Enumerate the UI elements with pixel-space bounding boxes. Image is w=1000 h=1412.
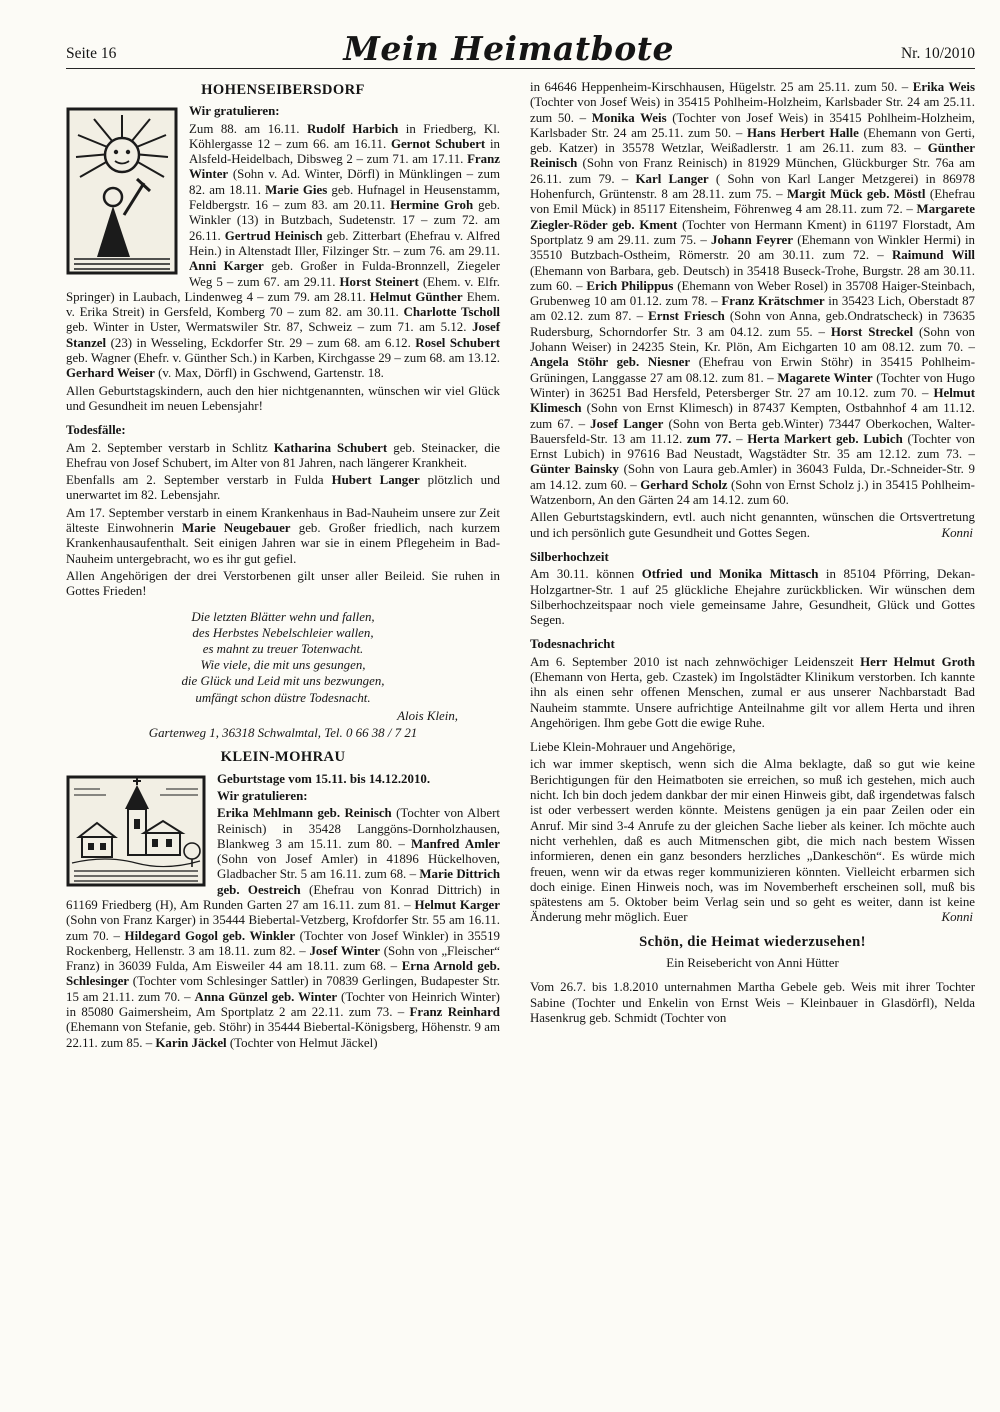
autumn-poem: [66, 609, 500, 706]
silver-wedding-label: Silberhochzeit: [530, 549, 609, 564]
birthday-range-label: Geburtstage vom 15.11. bis 14.12.2010.: [217, 771, 431, 786]
death-notice-neugebauer: Am 17. September verstarb in einem Krankenhaus in Bad-Nauheim unsere zur Zeit älteste Einwohnerin Marie Neugebauer geb. Großer friedlich, nach kurzem Krankenhausaufenthalt. Seit einigen Jahren war sie in einem Pflegeheim in Bad-Nauheim untergebracht, wo es ihr gut gefiel.: [66, 505, 500, 566]
signature: Konni: [941, 525, 973, 540]
masthead-logo: Mein Heimatbote: [343, 29, 674, 68]
highlighted-name: Hans Herbert Halle: [746, 125, 859, 140]
column-left: [66, 80, 500, 1053]
deaths-label: Todesfälle:: [66, 423, 126, 438]
highlighted-name: Erika Weis: [912, 80, 975, 94]
highlighted-name: Horst Steinert: [339, 274, 419, 289]
highlighted-name: Franz Winter: [189, 152, 500, 182]
page-number: Seite 16: [66, 45, 117, 62]
highlighted-name: Marie Gies: [265, 182, 328, 197]
death-notice-label: Todesnachricht: [530, 637, 615, 652]
highlighted-name: Erna Arnold geb. Schlesinger: [66, 959, 500, 989]
highlighted-name: Gernot Schubert: [390, 136, 486, 151]
highlighted-name: Magarete Winter: [777, 370, 873, 385]
highlighted-name: Hubert Langer: [331, 473, 420, 488]
highlighted-name: Raimund Will: [892, 248, 976, 263]
highlighted-name: Marie Neugebauer: [182, 521, 291, 536]
highlighted-name: Herr Helmut Groth: [860, 654, 975, 669]
highlighted-name: Josef Langer: [590, 416, 664, 431]
highlighted-name: Manfred Amler: [411, 836, 500, 851]
highlighted-name: Josef Winter: [309, 943, 381, 958]
highlighted-name: Herta Markert geb. Lubich: [747, 431, 903, 446]
highlighted-name: Erika Mehlmann geb. Reinisch: [217, 806, 392, 821]
highlighted-name: Anni Karger: [189, 259, 264, 274]
highlighted-name: Helmut Klimesch: [530, 385, 975, 416]
highlighted-name: Karin Jäckel: [155, 1035, 227, 1050]
highlighted-name: Hermine Groh: [390, 198, 474, 213]
highlighted-name: Gerhard Weiser: [66, 366, 155, 381]
highlighted-name: Franz Krätschmer: [721, 294, 825, 309]
highlighted-name: Johann Feyrer: [711, 232, 794, 247]
silver-wedding-text: Am 30.11. können Otfried und Monika Mittasch in 85104 Pförring, Dekan-Holzgartner-Str. 1 auf 25 glückliche Ehejahre zurückblicken. Wir wünschen dem Silberhochzeitspaar noch viele gemeinsame Jahre, Gesundheit, Glück und Gottes Segen.: [530, 567, 975, 628]
highlighted-name: Erich Philippus: [586, 278, 674, 293]
birthdays-klein-mohrau-part2: in 64646 Heppenheim-Kirschhausen, Hügelstr. 25 am 25.11. zum 50. – Erika Weis (Tochter von Josef Weis) in 35415 Pohlheim-Holzheim, Karlsbader Str. 24 am 25.11. zum 50. – Monika Weis (Tochter von Josef Weis) in 35415 Pohlheim-Holzheim, Karlsbader Str. 24 am 25.11. zum 50. – Hans Herbert Halle (Ehemann von Gerti, geb. Katzer) in 35578 Wetzlar, Weißadlerstr. 1 am 26.11. zum 83. – Günther Reinisch (Sohn von Franz Reinisch) in 81929 München, Glückburger Str. 76a am 26.11. zum 79. – Karl Langer ( Sohn von Karl Langer Metzgerei) in 86978 Hohenfurch, Grüntenstr. 8 am 28.11. zum 75. – Margit Mück geb. Möstl (Ehefrau von Emil Mück) in 85117 Eitensheim, Föhrenweg 4 am 28.11. zum 72. – Margarete Ziegler-Röder geb. Kment (Tochter von Hermann Kment) in 61197 Florstadt, Am Sportplatz 9 am 29.11. zum 75. – Johann Feyrer (Ehemann von Winkler Hermi) in 35510 Butzbach-Ostheim, Römerstr. 20 am 30.11. zum 72. – Raimund Will (Ehemann von Barbara, geb. Deutsch) in 35418 Buseck-Trohe, Burgstr. 28 am 30.11. zum 60. – Erich Philippus (Ehemann von Weber Rosel) in 35708 Haiger-Steinbach, Grubenweg 10 am 01.12. zum 78. – Franz Krätschmer in 35423 Lich, Oberstadt 87 am 02.12. zum 87. – Ernst Friesch (Sohn von Anna, geb.Ondratscheck) in 73635 Rudersburg, Schorndorfer Str. 3 am 04.12. zum 55. – Horst Streckel (Sohn von Johann Weiser) in 24235 Stein, Kr. Plön, Am Eichgarten 10 am 08.12. zum 70. – Angela Stöhr geb. Niesner (Ehefrau von Erwin Stöhr) in 35415 Pohlheim-Grüningen, Langgasse 27 am 08.12. zum 81. – Magarete Winter (Tochter von Hugo Winter) in 36251 Bad Hersfeld, Petersberger Str. 27 am 10.12. zum 70. – Helmut Klimesch (Sohn von Ernst Klimesch) in 87437 Kempten, Ostbahnhof 4 am 11.12. zum 67. – Josef Langer (Sohn von Berta geb.Winter) 73447 Oberkochen, Walter-Bauersfeld-Str. 13 am 11.12. zum 77. – Herta Markert geb. Lubich (Tochter von Ernst Lubich) in 97616 Bad Neustadt, Wagstädter Str. 35 am 12.12. zum 73. – Günter Bainsky (Sohn von Laura geb.Amler) in 36043 Fulda, Dr.-Schneider-Str. 9 am 14.12. zum 60. – Gerhard Scholz (Sohn von Ernst Scholz j.) in 35415 Pohlheim-Watzenborn, An den Gärten 24 am 14.12. zum 60.: [530, 80, 976, 508]
column-right: [530, 80, 975, 1028]
contact-line: Gartenweg 1, 36318 Schwalmtal, Tel. 0 66 38 / 7 21: [148, 726, 418, 741]
highlighted-name: Josef Stanzel: [66, 320, 500, 350]
death-notice-langer: Ebenfalls am 2. September verstarb in Fulda Hubert Langer plötzlich und unerwartet im 82. Lebensjahr.: [66, 473, 500, 503]
birthdays-hohenseibersdorf: Zum 88. am 16.11. Rudolf Harbich in Friedberg, Kl. Köhlergasse 12 – zum 66. am 16.11. Gernot Schubert in Alsfeld-Heidelbach, Dibsweg 2 – zum 71. am 17.11. Franz Winter (Sohn v. Ad. Winter, Dörfl) in Münklingen – zum 82. am 18.11. Marie Gies geb. Hufnagel in Heusenstamm, Feldbergstr. 16 – zum 83. am 20.11. Hermine Groh geb. Winkler (13) in Butzbach, Sudetenstr. 17 – zum 72. am 26.11. Gertrud Heinisch geb. Zitterbart (Ehefrau v. Alfred Hein.) in Altenstadt Iller, Filzinger Str. – zum 76. am 29.11. Anni Karger geb. Großer in Fulda-Bronnzell, Ziegeler Weg 5 – zum 67. am 29.11. Horst Steinert (Ehem. v. Elfr. Springer) in Laubach, Lindenweg 4 – zum 79. am 28.11. Helmut Günther Ehem. v. Erika Streit) in Gersfeld, Komberg 70 – zum 82. am 30.11. Charlotte Tscholl geb. Winter in Uster, Wermatswiler Str. 87, Schweiz – zum 71. am 5.12. Josef Stanzel (23) in Wesseling, Eckdorfer Str. 29 – zum 68. am 6.12. Rosel Schubert geb. Wagner (Ehefr. v. Günther Sch.) in Karben, Kirchgasse 29 – zum 68. am 13.12. Gerhard Weiser (v. Max, Dörfl) in Gschwend, Gartenstr. 18.: [66, 121, 501, 381]
congratulations-label-2: Wir gratulieren:: [217, 788, 308, 803]
death-notice-groth: Am 6. September 2010 ist nach zehnwöchiger Leidenszeit Herr Helmut Groth (Ehemann von Herta, geb. Czastek) im Ingolstädter Klinikum verstorben. Ich kannte ihn als einen sehr offenen Menschen, zumal er aus unserer Nachbarstadt Bad Nauheim stammte. Unsere aufrichtige Anteilnahme gilt vor allem Herta und ihren Angehörigen. Ihm gebe Gott die ewige Ruhe.: [530, 654, 975, 730]
highlighted-name: Anna Günzel geb. Winter: [194, 989, 338, 1004]
travel-report-title: Schön, die Heimat wiederzusehen!: [639, 933, 866, 950]
highlighted-name: Helmut Günther: [369, 289, 463, 304]
highlighted-name: Margit Mück geb. Möstl: [787, 187, 926, 202]
travel-report-subtitle: Ein Reisebericht von Anni Hütter: [666, 956, 839, 971]
highlighted-name: Gerhard Scholz: [640, 477, 728, 492]
condolence-text: Allen Angehörigen der drei Verstorbenen gilt unser aller Beileid. Sie ruhen in Gottes Frieden!: [66, 568, 500, 599]
poem-line: des Herbstes Nebelschleier wallen,: [192, 625, 374, 640]
poem-line: Die letzten Blätter wehn und fallen,: [191, 609, 375, 624]
poem-line: umfängt schon düstre Todesnacht.: [195, 690, 371, 705]
poem-signature: Alois Klein,: [397, 708, 458, 723]
signature: Konni: [941, 910, 973, 925]
poem-line: die Glück und Leid mit uns bezwungen,: [181, 674, 385, 689]
highlighted-name: Gertrud Heinisch: [224, 228, 323, 243]
issue-number: Nr. 10/2010: [900, 45, 975, 62]
congratulations-label: Wir gratulieren:: [189, 104, 280, 119]
highlighted-name: Angela Stöhr geb. Niesner: [530, 355, 691, 370]
poem-line: es mahnt zu treuer Totenwacht.: [202, 641, 364, 656]
section-title-hohenseibersdorf: HOHENSEIBERSDORF: [201, 82, 365, 98]
highlighted-name: Karl Langer: [635, 171, 709, 186]
highlighted-name: Günter Bainsky: [530, 462, 619, 477]
highlighted-name: Marie Dittrich geb. Oestreich: [217, 867, 501, 897]
highlighted-name: zum 77.: [686, 431, 732, 446]
highlighted-name: Rosel Schubert: [415, 335, 500, 350]
letter-salutation: Liebe Klein-Mohrauer und Angehörige,: [530, 740, 736, 755]
page-header: [66, 0, 975, 69]
highlighted-name: Hildegard Gogol geb. Winkler: [124, 928, 296, 943]
death-notice-schubert: Am 2. September verstarb in Schlitz Katharina Schubert geb. Steinacker, die Ehefrau von Josef Schubert, im Alter von 81 Jahren, nach längerer Krankheit.: [66, 440, 501, 470]
section-title-klein-mohrau: KLEIN-MOHRAU: [220, 749, 346, 766]
highlighted-name: Günther Reinisch: [530, 141, 975, 171]
highlighted-name: Charlotte Tscholl: [403, 305, 500, 320]
birthdays-klein-mohrau-part1: Erika Mehlmann geb. Reinisch (Tochter von Albert Reinisch) in 35428 Langgöns-Dornholzhausen, Blankweg 3 am 15.11. zum 80. – Manfred Amler (Sohn von Josef Amler) in 41896 Hückelhoven, Gladbacher Str. 5 am 16.11. zum 68. – Marie Dittrich geb. Oestreich (Ehefrau von Konrad Dittrich) in 61169 Friedberg (H), Am Runden Garten 27 am 16.11. zum 81. – Helmut Karger (Sohn von Franz Karger) in 35444 Biebertal-Vetzberg, Krofdorfer Str. 55 am 16.11. zum 70. – Hildegard Gogol geb. Winkler (Tochter von Josef Winkler) in 35519 Rockenberg, Hellenstr. 3 am 18.11. zum 82. – Josef Winter (Sohn von „Fleischer“ Franz) in 36039 Fulda, Am Eisweiler 44 am 18.11. zum 68. – Erna Arnold geb. Schlesinger (Tochter vom Schlesinger Sattler) in 70839 Gerlingen, Budapester Str. 15 am 21.11. zum 70. – Anna Günzel geb. Winter (Tochter von Heinrich Winter) in 85080 Gaimersheim, Am Sportplatz 2 am 22.11. zum 73. – Franz Reinhard (Ehemann von Stefanie, geb. Stöhr) in 35444 Biebertal-Königsberg, Höhenstr. 9 am 22.11. zum 85. – Karin Jäckel (Tochter von Helmut Jäckel): [66, 806, 501, 1050]
travel-report-intro: Vom 26.7. bis 1.8.2010 unternahmen Martha Gebele geb. Weis mit ihrer Tochter Sabine (Tochter und Enkelin von Ernst Weis – Kleinbauer in Glasdörfl), Nelda Hasenkrug geb. Schmidt (Tochter von: [530, 980, 975, 1025]
highlighted-name: Margarete Ziegler-Röder geb. Kment: [530, 202, 975, 232]
birthday-wishes-klein-mohrau: Allen Geburtstagskindern, evtl. auch nicht genannten, wünschen die Ortsvertretung und ich persönlich gute Gesundheit und Gottes Segen. Konni: [530, 510, 975, 540]
editor-letter: ich war immer skeptisch, wenn sich die Alma beklagte, daß so gut wie keine Berichtigungen für den Heimatboten sie erreichen, so muß ich gestehen, mich auch nicht. Ich bin doch jedem dankbar der mir einen Hinweis gibt, daß irgendetwas falsch ist oder verbessert werden könnte. Meistens genügen ja ein paar Zeilen oder ein Anruf. Mir sind 3-4 Anrufe zu der gleichen Sache lieber als keiner. Ich möchte auch nicht verhehlen, daß es auch Mitmenschen gibt, die mich nach bestem Wissen informieren, denen ein ganz besonders herzliches „Dankeschön“. Es würde mich freuen, wenn wir da etwas reger kommunizieren könnten. Vielleicht erbarmen sich doch einige. Einen Hinweis noch, was im Novemberheft erscheinen soll, muß bis spätestens am 5. Oktober beim Verlag sein und so geht es weiter, dann ist keine Änderung mehr möglich. Euer Konni: [530, 757, 975, 925]
highlighted-name: Horst Streckel: [830, 324, 914, 339]
highlighted-name: Katharina Schubert: [273, 440, 388, 455]
birthday-wishes-hohenseibersdorf: Allen Geburtstagskindern, auch den hier nichtgenannten, wünschen wir viel Glück und Gesundheit im neuen Lebensjahr!: [66, 383, 500, 413]
page-content: [66, 80, 975, 1053]
highlighted-name: Helmut Karger: [414, 897, 500, 912]
poem-line: Wie viele, die mit uns gesungen,: [200, 658, 366, 673]
highlighted-name: Ernst Friesch: [648, 309, 725, 324]
highlighted-name: Franz Reinhard: [409, 1005, 500, 1020]
highlighted-name: Monika Weis: [591, 110, 667, 125]
highlighted-name: Rudolf Harbich: [306, 121, 399, 136]
highlighted-name: Otfried und Monika Mittasch: [641, 567, 819, 582]
